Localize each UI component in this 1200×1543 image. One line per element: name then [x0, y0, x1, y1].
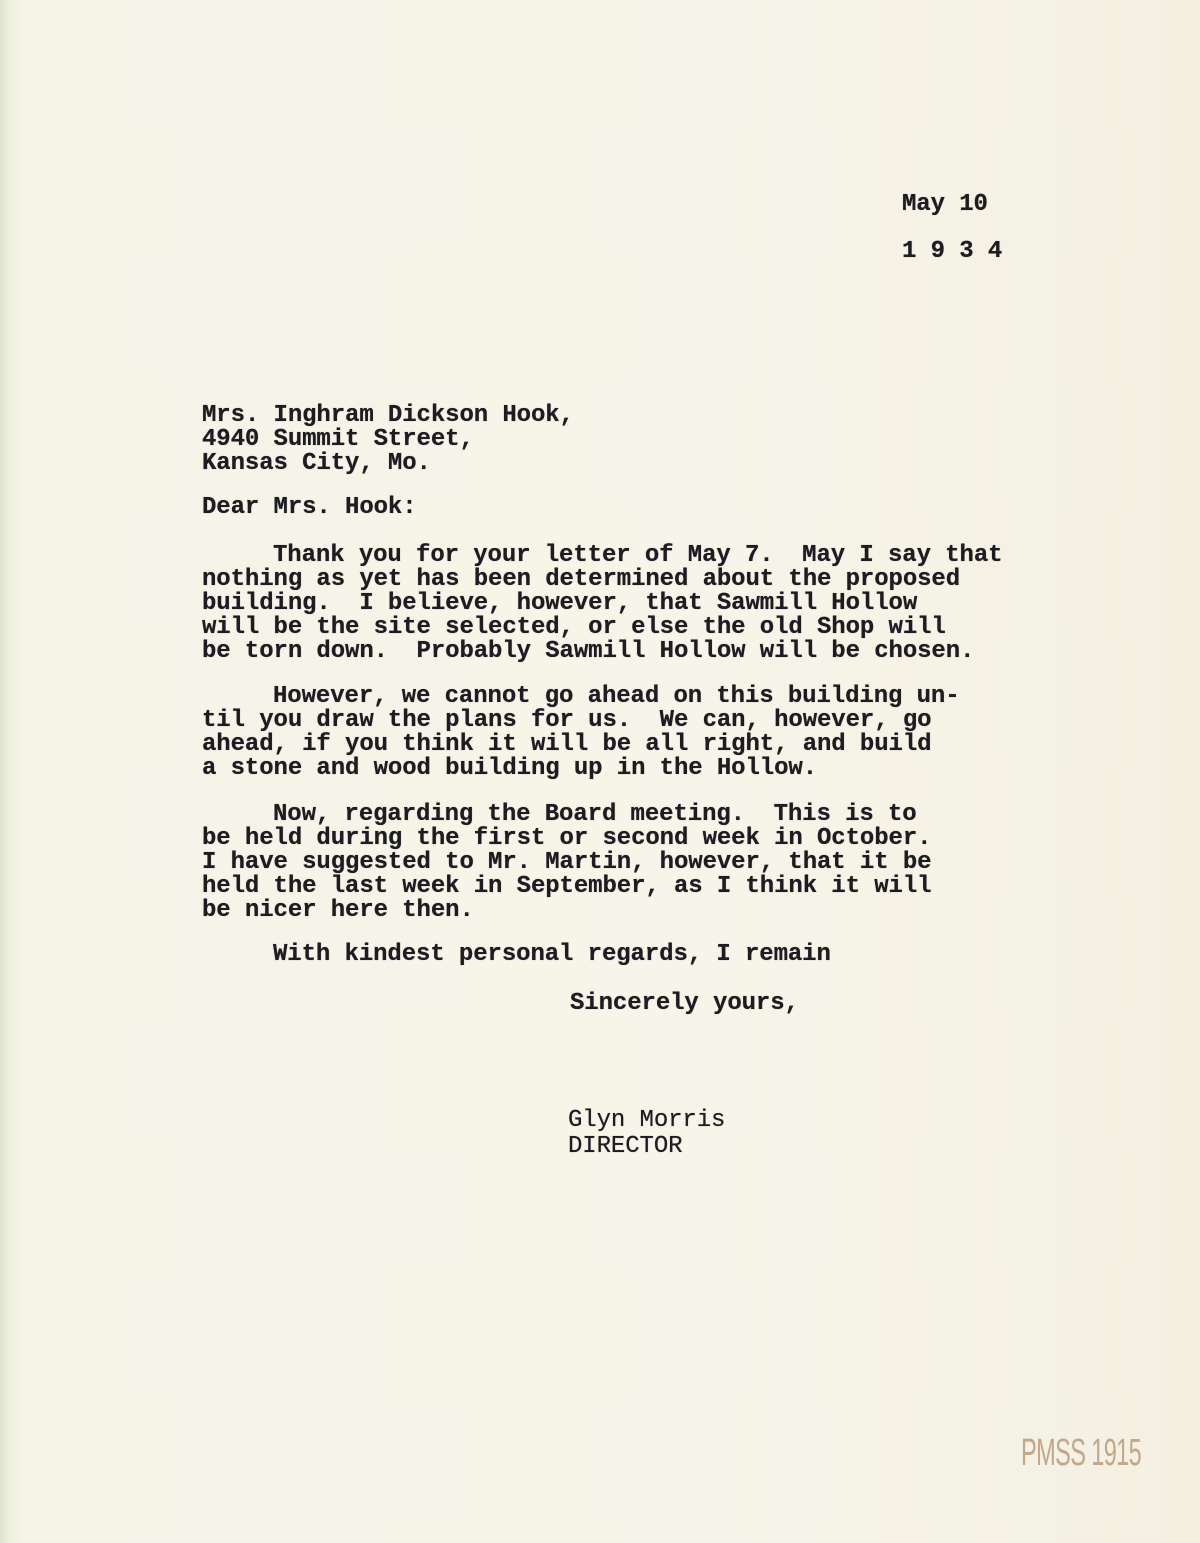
paragraph-3 — [202, 803, 931, 923]
paragraph-line: be torn down. Probably Sawmill Hollow will be chosen. — [202, 638, 975, 665]
paragraph-line: will be the site selected, or else the old Shop will — [202, 614, 946, 641]
signature-title: DIRECTOR — [568, 1133, 683, 1160]
date-year: 1 9 3 4 — [902, 238, 1003, 265]
closing-line: With kindest personal regards, I remain — [273, 941, 831, 968]
paragraph-line: building. I believe, however, that Sawmill Hollow — [202, 590, 918, 617]
paragraph-line: nothing as yet has been determined about the proposed — [202, 566, 961, 593]
recipient-address — [202, 404, 574, 476]
paragraph-line: be held during the first or second week in October. — [202, 825, 932, 852]
paragraph-line: Thank you for your letter of May 7. May I say that — [273, 542, 1003, 569]
paragraph-line: be nicer here then. — [202, 897, 474, 924]
paragraph-line: held the last week in September, as I think it will — [202, 873, 932, 900]
paragraph-1 — [202, 544, 1002, 664]
recipient-line: 4940 Summit Street, — [202, 426, 474, 453]
paragraph-2 — [202, 685, 960, 781]
date-month-day: May 10 — [902, 191, 988, 218]
paragraph-line: Now, regarding the Board meeting. This is to — [273, 801, 917, 828]
paragraph-line: I have suggested to Mr. Martin, however, that it be — [202, 849, 932, 876]
signature-name: Glyn Morris — [568, 1107, 726, 1134]
paragraph-line: ahead, if you think it will be all right, and build — [202, 731, 932, 758]
archive-watermark: PMSS 1915 — [1021, 1432, 1142, 1474]
recipient-line: Mrs. Inghram Dickson Hook, — [202, 402, 574, 429]
salutation: Dear Mrs. Hook: — [202, 494, 417, 521]
paragraph-line: til you draw the plans for us. We can, however, go — [202, 707, 932, 734]
recipient-line: Kansas City, Mo. — [202, 450, 431, 477]
paragraph-line: a stone and wood building up in the Hollow. — [202, 755, 818, 782]
complimentary-close: Sincerely yours, — [570, 990, 799, 1017]
paragraph-line: However, we cannot go ahead on this building un- — [273, 683, 960, 710]
